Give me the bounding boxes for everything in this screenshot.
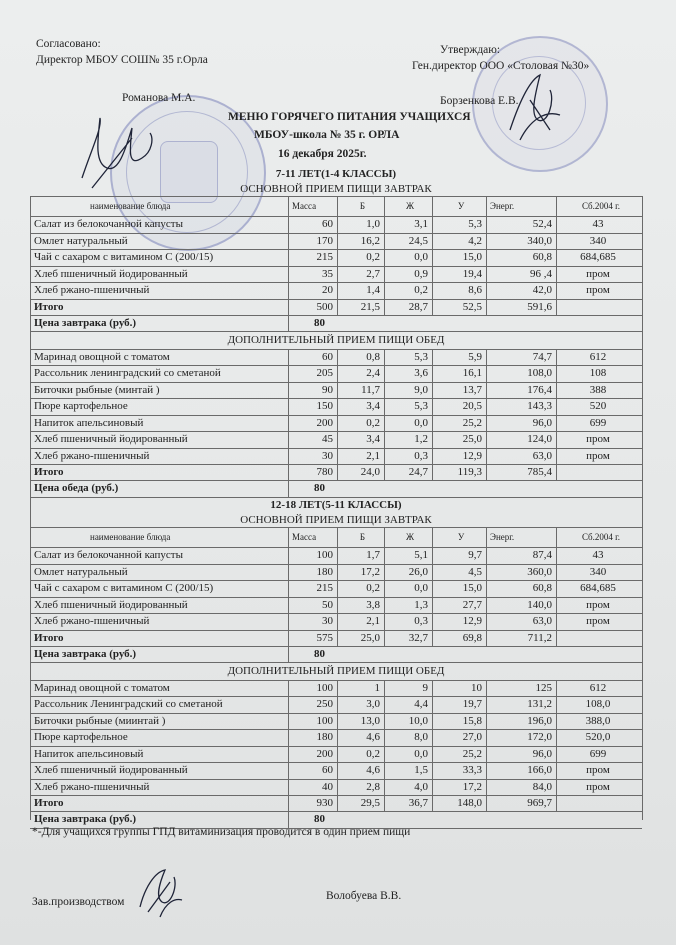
breakfast-heading: ОСНОВНОЙ ПРИЕМ ПИЩИ ЗАВТРАК (240, 514, 432, 526)
approval-left-position: Директор МБОУ СОШ№ 35 г.Орла (36, 54, 208, 66)
total-value: 148,0 (457, 797, 482, 809)
dish-value: 87,4 (532, 549, 552, 561)
dish-name: Салат из белокочанной капусты (34, 549, 183, 561)
dish-value: 9,7 (468, 549, 482, 561)
dish-name: Хлеб пшеничный йодированный (34, 267, 188, 280)
dish-value: 205 (316, 367, 333, 379)
dish-value: 60 (322, 350, 333, 363)
dish-value: 60 (322, 764, 333, 776)
dish-value: 699 (589, 747, 607, 760)
col-header-energy: Энерг. (490, 532, 515, 542)
dish-value: 0,3 (414, 449, 428, 462)
dish-name: Пюре картофельное (34, 731, 128, 743)
dish-value: 1,5 (414, 764, 428, 776)
dish-value: 0,2 (366, 416, 380, 429)
dish-value: 40 (322, 780, 333, 793)
total-value: 28,7 (408, 300, 428, 313)
approval-left-label: Согласовано: (36, 38, 101, 50)
dish-name: Хлеб пшеничный йодированный (34, 433, 188, 445)
dish-value: пром (586, 449, 610, 462)
col-header-recipe: Сб.2004 г. (581, 201, 621, 211)
dish-value: 13,7 (462, 383, 482, 396)
dish-value: 1 (374, 681, 380, 694)
dish-value: 131,2 (527, 698, 552, 710)
dish-value: 0,2 (366, 251, 380, 263)
col-header-energy: Энерг. (490, 201, 515, 211)
school-title: МБОУ-школа № 35 г. ОРЛА (254, 129, 400, 141)
total-value: 969,7 (527, 797, 552, 809)
dish-value: 5,3 (468, 218, 482, 230)
dish-value: 25,2 (462, 747, 482, 760)
dish-value: 45 (322, 433, 333, 445)
dish-value: 4,4 (414, 698, 428, 710)
dish-value: 5,1 (414, 549, 428, 561)
dish-name: Хлеб пшеничный йодированный (34, 598, 188, 611)
dish-value: 108,0 (527, 367, 552, 379)
dish-value: 12,9 (462, 615, 482, 627)
dish-value: 8,0 (414, 731, 428, 743)
dish-value: 19,4 (462, 267, 482, 280)
dish-value: 200 (316, 416, 333, 429)
dish-value: 3,0 (366, 698, 380, 710)
dish-value: 27,7 (462, 598, 482, 611)
dish-value: 74,7 (532, 350, 552, 363)
dish-value: 0,2 (414, 284, 428, 296)
total-value: 591,6 (527, 300, 552, 313)
total-value: 785,4 (527, 466, 552, 478)
total-value: 780 (316, 466, 333, 478)
dish-value: 684,685 (580, 251, 616, 263)
col-header-recipe: Сб.2004 г. (581, 532, 621, 542)
total-value: 500 (316, 300, 333, 313)
menu-date: 16 декабря 2025г. (278, 148, 367, 160)
dish-value: 19,7 (462, 698, 482, 710)
total-value: 29,5 (360, 797, 380, 809)
col-header-b: Б (359, 201, 366, 211)
dish-value: 2,1 (366, 449, 380, 462)
dish-value: 2,8 (366, 780, 380, 793)
dish-value: 108 (589, 367, 607, 379)
dish-value: 360,0 (527, 565, 552, 578)
dish-value: 25,0 (462, 433, 482, 445)
dish-name: Омлет натуральный (34, 565, 128, 578)
dish-value: 1,7 (366, 549, 380, 561)
lunch-heading: ДОПОЛНИТЕЛЬНЫЙ ПРИЕМ ПИЩИ ОБЕД (227, 664, 445, 677)
dish-value: 15,0 (462, 251, 482, 263)
dish-value: 340,0 (527, 234, 552, 247)
dish-value: 143,3 (527, 400, 552, 412)
dish-value: 35 (322, 267, 333, 280)
total-value: 711,2 (527, 631, 552, 644)
dish-value: 20,5 (462, 400, 482, 412)
price-label: Цена завтрака (руб.) (34, 647, 137, 660)
dish-value: 0,0 (414, 251, 428, 263)
dish-value: 24,5 (408, 234, 428, 247)
dish-name: Напиток апельсиновый (34, 416, 144, 429)
dish-value: 12,9 (462, 449, 482, 462)
dish-value: 43 (592, 218, 604, 230)
dish-value: 10,0 (408, 714, 428, 727)
dish-value: 8,6 (468, 284, 482, 296)
dish-name: Салат из белокочанной капусты (34, 218, 183, 230)
dish-value: 170 (316, 234, 333, 247)
dish-value: 3,6 (414, 367, 428, 379)
approval-right-position: Ген.директор ООО «Столовая №30» (412, 60, 590, 72)
approval-left-name: Романова М.А. (122, 92, 196, 104)
dish-value: 25,2 (462, 416, 482, 429)
dish-value: 4,0 (414, 780, 428, 793)
dish-value: 166,0 (527, 764, 552, 776)
dish-value: 196,0 (527, 714, 552, 727)
dish-value: 684,685 (580, 582, 616, 594)
age-group-heading: 7-11 ЛЕТ(1-4 КЛАССЫ) (275, 168, 397, 180)
dish-name: Хлеб ржано-пшеничный (34, 615, 150, 627)
dish-value: 16,2 (360, 234, 380, 247)
dish-value: 17,2 (360, 565, 380, 578)
dish-value: 15,0 (462, 582, 482, 594)
dish-value: 15,8 (462, 714, 482, 727)
dish-value: 63,0 (532, 615, 552, 627)
price-label: Цена завтрака (руб.) (34, 316, 137, 329)
dish-name: Хлеб ржано-пшеничный (34, 449, 150, 462)
dish-value: 140,0 (527, 598, 552, 611)
dish-value: 3,4 (366, 433, 380, 445)
col-header-mass: Масса (292, 532, 317, 542)
dish-value: 100 (316, 549, 333, 561)
dish-value: 100 (316, 681, 333, 694)
total-value: 575 (316, 631, 333, 644)
dish-value: 50 (322, 598, 333, 611)
dish-value: 172,0 (527, 731, 552, 743)
dish-value: 1,0 (366, 218, 380, 230)
dish-value: 699 (589, 416, 607, 429)
dish-value: пром (586, 598, 610, 611)
dish-value: 180 (316, 565, 333, 578)
dish-value: пром (586, 764, 610, 776)
dish-value: пром (586, 284, 610, 296)
dish-value: 96 ,4 (530, 267, 552, 280)
dish-value: 60,8 (532, 582, 552, 594)
approval-right-label: Утверждаю: (440, 44, 501, 56)
dish-value: 100 (316, 714, 333, 727)
dish-value: 200 (316, 747, 333, 760)
dish-name: Напиток апельсиновый (34, 747, 144, 760)
dish-value: 3,4 (366, 400, 380, 412)
dish-value: 42,0 (532, 284, 552, 296)
dish-value: 90 (322, 383, 333, 396)
price-value: 80 (314, 813, 325, 825)
dish-value: 150 (316, 400, 333, 412)
col-header-zh: Ж (405, 532, 415, 542)
footnote: *-Для учащихся группы ГПД витаминизация проводится в один прием пищи (32, 826, 411, 838)
signature-production-manager (130, 862, 190, 922)
col-header-mass: Масса (292, 201, 317, 211)
dish-value: 388,0 (585, 714, 611, 727)
dish-value: 180 (316, 731, 333, 743)
price-label: Цена завтрака (руб.) (34, 813, 137, 825)
dish-value: 4,5 (468, 565, 482, 578)
dish-value: 2,7 (366, 267, 380, 280)
total-value: 36,7 (408, 797, 428, 809)
col-header-b: Б (359, 532, 366, 542)
total-value: 24,7 (408, 466, 428, 478)
signoff-name: Волобуева В.В. (326, 890, 402, 902)
dish-value: 388 (589, 383, 607, 396)
dish-value: 125 (535, 681, 552, 694)
dish-value: 2,4 (366, 367, 380, 379)
total-value: 32,7 (408, 631, 428, 644)
price-value: 80 (314, 482, 325, 494)
dish-value: 3,8 (366, 598, 380, 611)
total-value: 24,0 (360, 466, 380, 478)
dish-name: Чай с сахаром с витамином С (200/15) (34, 251, 214, 263)
dish-value: 63,0 (532, 449, 552, 462)
dish-value: 0,2 (366, 582, 380, 594)
price-label: Цена обеда (руб.) (34, 482, 119, 494)
dish-value: пром (586, 267, 610, 280)
dish-value: 5,3 (414, 400, 428, 412)
dish-value: 124,0 (527, 433, 552, 445)
dish-value: 52,4 (532, 218, 552, 230)
dish-value: 0,2 (366, 747, 380, 760)
dish-name: Пюре картофельное (34, 400, 128, 412)
dish-value: 26,0 (408, 565, 428, 578)
dish-value: 3,1 (414, 218, 428, 230)
dish-value: 17,2 (462, 780, 482, 793)
dish-value: 0,0 (414, 747, 428, 760)
dish-name: Омлет натуральный (34, 234, 128, 247)
dish-value: 30 (322, 615, 333, 627)
dish-value: 1,2 (414, 433, 428, 445)
dish-value: 215 (316, 251, 333, 263)
dish-value: пром (586, 780, 610, 793)
breakfast-heading: ОСНОВНОЙ ПРИЕМ ПИЩИ ЗАВТРАК (240, 183, 432, 195)
dish-value: 13,0 (360, 714, 380, 727)
dish-value: 96,0 (532, 416, 552, 429)
menu-title: МЕНЮ ГОРЯЧЕГО ПИТАНИЯ УЧАЩИХСЯ (228, 111, 471, 123)
dish-value: 60,8 (532, 251, 552, 263)
dish-value: 27,0 (462, 731, 482, 743)
dish-value: 60 (322, 218, 333, 230)
dish-name: Хлеб ржано-пшеничный (34, 284, 150, 296)
dish-value: 0,0 (414, 416, 428, 429)
dish-value: 2,1 (366, 615, 380, 627)
dish-value: 612 (589, 681, 607, 694)
dish-value: 0,8 (366, 350, 380, 363)
dish-value: 20 (322, 284, 333, 296)
dish-value: 176,4 (527, 383, 552, 396)
price-value: 80 (314, 316, 325, 329)
dish-value: 0,9 (414, 267, 428, 280)
dish-value: 30 (322, 449, 333, 462)
dish-value: 612 (589, 350, 607, 363)
total-label: Итого (34, 300, 64, 313)
dish-value: 5,3 (414, 350, 428, 363)
dish-value: 16,1 (462, 367, 482, 379)
dish-value: 43 (592, 549, 604, 561)
total-value: 119,3 (457, 466, 482, 478)
dish-value: 9,0 (414, 383, 428, 396)
dish-name: Маринад овощной с томатом (34, 681, 170, 694)
total-value: 69,8 (462, 631, 482, 644)
lunch-heading: ДОПОЛНИТЕЛЬНЫЙ ПРИЕМ ПИЩИ ОБЕД (227, 333, 445, 346)
dish-name: Рассольник Ленинградский со сметаной (34, 698, 223, 710)
total-value: 52,5 (462, 300, 482, 313)
dish-value: 96,0 (532, 747, 552, 760)
signoff-position: Зав.производством (32, 896, 125, 908)
dish-name: Хлеб пшеничный йодированный (34, 764, 188, 776)
price-value: 80 (314, 647, 325, 660)
dish-value: 4,6 (366, 764, 380, 776)
dish-value: 215 (316, 582, 333, 594)
dish-value: 4,6 (366, 731, 380, 743)
col-header-name: наименование блюда (90, 532, 171, 542)
total-label: Итого (34, 797, 64, 809)
total-label: Итого (34, 466, 64, 478)
dish-value: 250 (316, 698, 333, 710)
col-header-zh: Ж (405, 201, 415, 211)
dish-value: 33,3 (462, 764, 482, 776)
col-header-u: У (457, 532, 465, 542)
total-value: 930 (316, 797, 333, 809)
dish-value: пром (586, 433, 610, 445)
dish-value: 4,2 (468, 234, 482, 247)
dish-value: 1,4 (366, 284, 380, 296)
dish-value: 520 (589, 400, 607, 412)
total-value: 21,5 (360, 300, 380, 313)
dish-name: Биточки рыбные (минтай ) (34, 383, 160, 396)
dish-name: Хлеб ржано-пшеничный (34, 780, 150, 793)
age-group-heading: 12-18 ЛЕТ(5-11 КЛАССЫ) (270, 499, 402, 511)
dish-value: 10 (471, 681, 482, 694)
dish-value: 108,0 (585, 698, 611, 710)
dish-value: 0,0 (414, 582, 428, 594)
dish-name: Рассольник ленинградский со сметаной (34, 367, 221, 379)
dish-value: 0,3 (414, 615, 428, 627)
dish-value: 520,0 (585, 731, 611, 743)
total-value: 25,0 (360, 631, 380, 644)
dish-value: 5,9 (468, 350, 482, 363)
col-header-name: наименование блюда (90, 201, 171, 211)
dish-value: 340 (589, 565, 607, 578)
approval-right-name: Борзенкова Е.В. (440, 95, 519, 107)
dish-value: 340 (589, 234, 607, 247)
dish-value: пром (586, 615, 610, 627)
total-label: Итого (34, 631, 64, 644)
dish-value: 1,3 (414, 598, 428, 611)
dish-name: Чай с сахаром с витамином С (200/15) (34, 582, 214, 594)
dish-value: 84,0 (532, 780, 552, 793)
dish-name: Маринад овощной с томатом (34, 350, 170, 363)
signature-general-director (500, 70, 570, 150)
dish-value: 11,7 (361, 383, 380, 396)
dish-value: 9 (422, 681, 428, 694)
dish-name: Биточки рыбные (миинтай ) (34, 714, 166, 727)
col-header-u: У (457, 201, 465, 211)
